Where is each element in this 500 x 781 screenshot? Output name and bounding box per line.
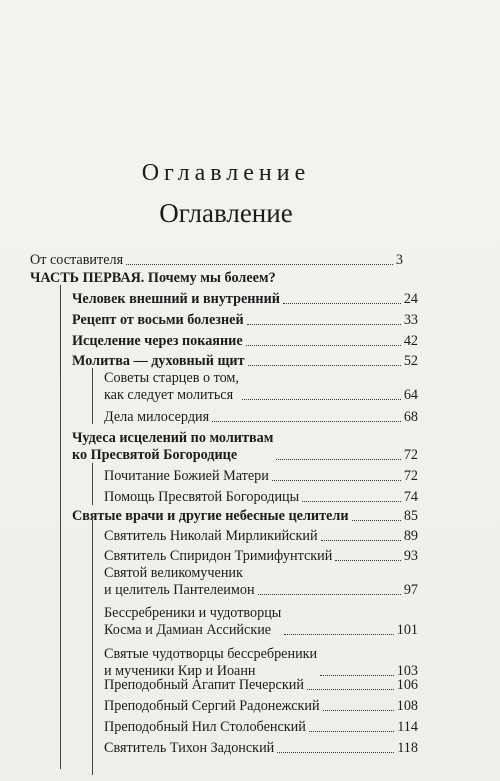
toc-entry-title: От составителя — [30, 252, 124, 268]
toc-entry-page: 93 — [403, 548, 418, 564]
toc-entry-page: 72 — [403, 447, 418, 463]
toc-leader-dots — [283, 303, 401, 304]
toc-leader-dots — [335, 560, 400, 561]
toc-entry-page: 85 — [403, 508, 418, 524]
toc-entry-page: 33 — [403, 312, 418, 328]
toc-entry — [104, 409, 418, 426]
toc-entry — [104, 605, 418, 639]
toc-entry-title: Советы старцев о том, как следует молиться — [104, 370, 239, 403]
toc-entry-page: 52 — [403, 353, 418, 369]
toc-entry — [30, 252, 403, 269]
toc-entry-page: 101 — [396, 622, 418, 638]
toc-entry-page: 42 — [403, 333, 418, 349]
toc-entry — [104, 528, 418, 545]
toc-entry — [72, 333, 418, 350]
toc-leader-dots — [302, 501, 401, 502]
toc-leader-dots — [247, 324, 401, 325]
toc-entry-title: Исцеление через покаяние — [72, 333, 243, 349]
toc-entry — [104, 646, 418, 680]
toc-entry — [72, 508, 418, 525]
toc-entry — [104, 548, 418, 565]
toc-part-heading — [30, 270, 276, 287]
indent-guide-line — [60, 285, 61, 769]
toc-entry-title: Бессребреники и чудотворцы Косма и Дамиан Ассийские — [104, 605, 282, 638]
toc-entry-title: Святые врачи и другие небесные целители — [72, 508, 349, 524]
toc-leader-dots — [284, 634, 393, 635]
toc-entry-title: ЧАСТЬ ПЕРВАЯ. Почему мы болеем? — [30, 270, 276, 286]
toc-entry-page: 106 — [396, 677, 418, 693]
toc-entry-page: 103 — [396, 663, 418, 679]
toc-entry-page: 118 — [397, 740, 418, 756]
toc-entry-title: Преподобный Сергий Радонежский — [104, 698, 320, 714]
toc-leader-dots — [309, 731, 394, 732]
toc-entry-title: Рецепт от восьми болезней — [72, 312, 244, 328]
toc-entry-title: Преподобный Нил Столобенский — [104, 719, 306, 735]
toc-entry — [104, 565, 418, 599]
toc-entry — [104, 740, 418, 757]
toc-entry — [104, 489, 418, 506]
toc-entry — [104, 719, 418, 736]
toc-entry-title: Святитель Спиридон Тримифунтский — [104, 548, 333, 564]
toc-entry-page: 72 — [403, 468, 418, 484]
toc-entry-title: Молитва — духовный щит — [72, 353, 245, 369]
toc-entry — [104, 677, 418, 694]
toc-leader-dots — [242, 399, 401, 400]
indent-guide-line — [92, 368, 93, 424]
toc-entry — [72, 291, 418, 308]
toc-entry-title: Святые чудотворцы бессребреники и мученики Кир и Иоанн — [104, 646, 318, 679]
toc-leader-dots — [276, 459, 400, 460]
toc-entry — [72, 353, 418, 370]
toc-entry-title: Человек внешний и внутренний — [72, 291, 280, 307]
toc-entry-title: Помощь Пресвятой Богородицы — [104, 489, 300, 505]
toc-entry-page: 64 — [403, 387, 418, 403]
toc-entry-title: Святой великомученик и целитель Пантелеимон — [104, 565, 255, 598]
toc-leader-dots — [258, 594, 401, 595]
toc-leader-dots — [321, 540, 401, 541]
toc-entry-title: Святитель Николай Мирликийский — [104, 528, 318, 544]
toc-leader-dots — [272, 480, 401, 481]
toc-entry-title: Почитание Божией Матери — [104, 468, 269, 484]
toc-entry — [104, 370, 418, 404]
toc-leader-dots — [352, 520, 401, 521]
toc-entry — [104, 698, 418, 715]
toc-leader-dots — [126, 264, 393, 265]
toc-entry-title: Дела милосердия — [104, 409, 210, 425]
toc-entry-page: 24 — [403, 291, 418, 307]
toc-entry-title: Чудеса исцелений по молитвам ко Пресвятой Богородице — [72, 430, 274, 463]
toc-leader-dots — [323, 710, 394, 711]
toc-leader-dots — [248, 365, 401, 366]
toc-entry-page: 68 — [403, 409, 418, 425]
page-title-spaced: Оглавление — [141, 160, 311, 186]
toc-entry — [72, 430, 418, 464]
toc-leader-dots — [212, 421, 401, 422]
toc-entry-page: 114 — [397, 719, 418, 735]
toc-entry-page: 3 — [395, 252, 403, 268]
toc-entry-page: 89 — [403, 528, 418, 544]
toc-entry-title: Святитель Тихон Задонский — [104, 740, 275, 756]
toc-entry-page: 108 — [396, 698, 418, 714]
indent-guide-line — [92, 520, 93, 775]
toc-leader-dots — [246, 345, 401, 346]
toc-leader-dots — [320, 675, 394, 676]
toc-entry — [72, 312, 418, 329]
toc-entry-page: 74 — [403, 489, 418, 505]
toc-leader-dots — [277, 752, 394, 753]
toc-leader-dots — [307, 689, 394, 690]
toc-entry — [104, 468, 418, 485]
toc-entry-page: 97 — [403, 582, 418, 598]
indent-guide-line — [92, 463, 93, 505]
toc-entry-title: Преподобный Агапит Печерский — [104, 677, 304, 693]
page-title: Оглавление — [159, 198, 293, 228]
